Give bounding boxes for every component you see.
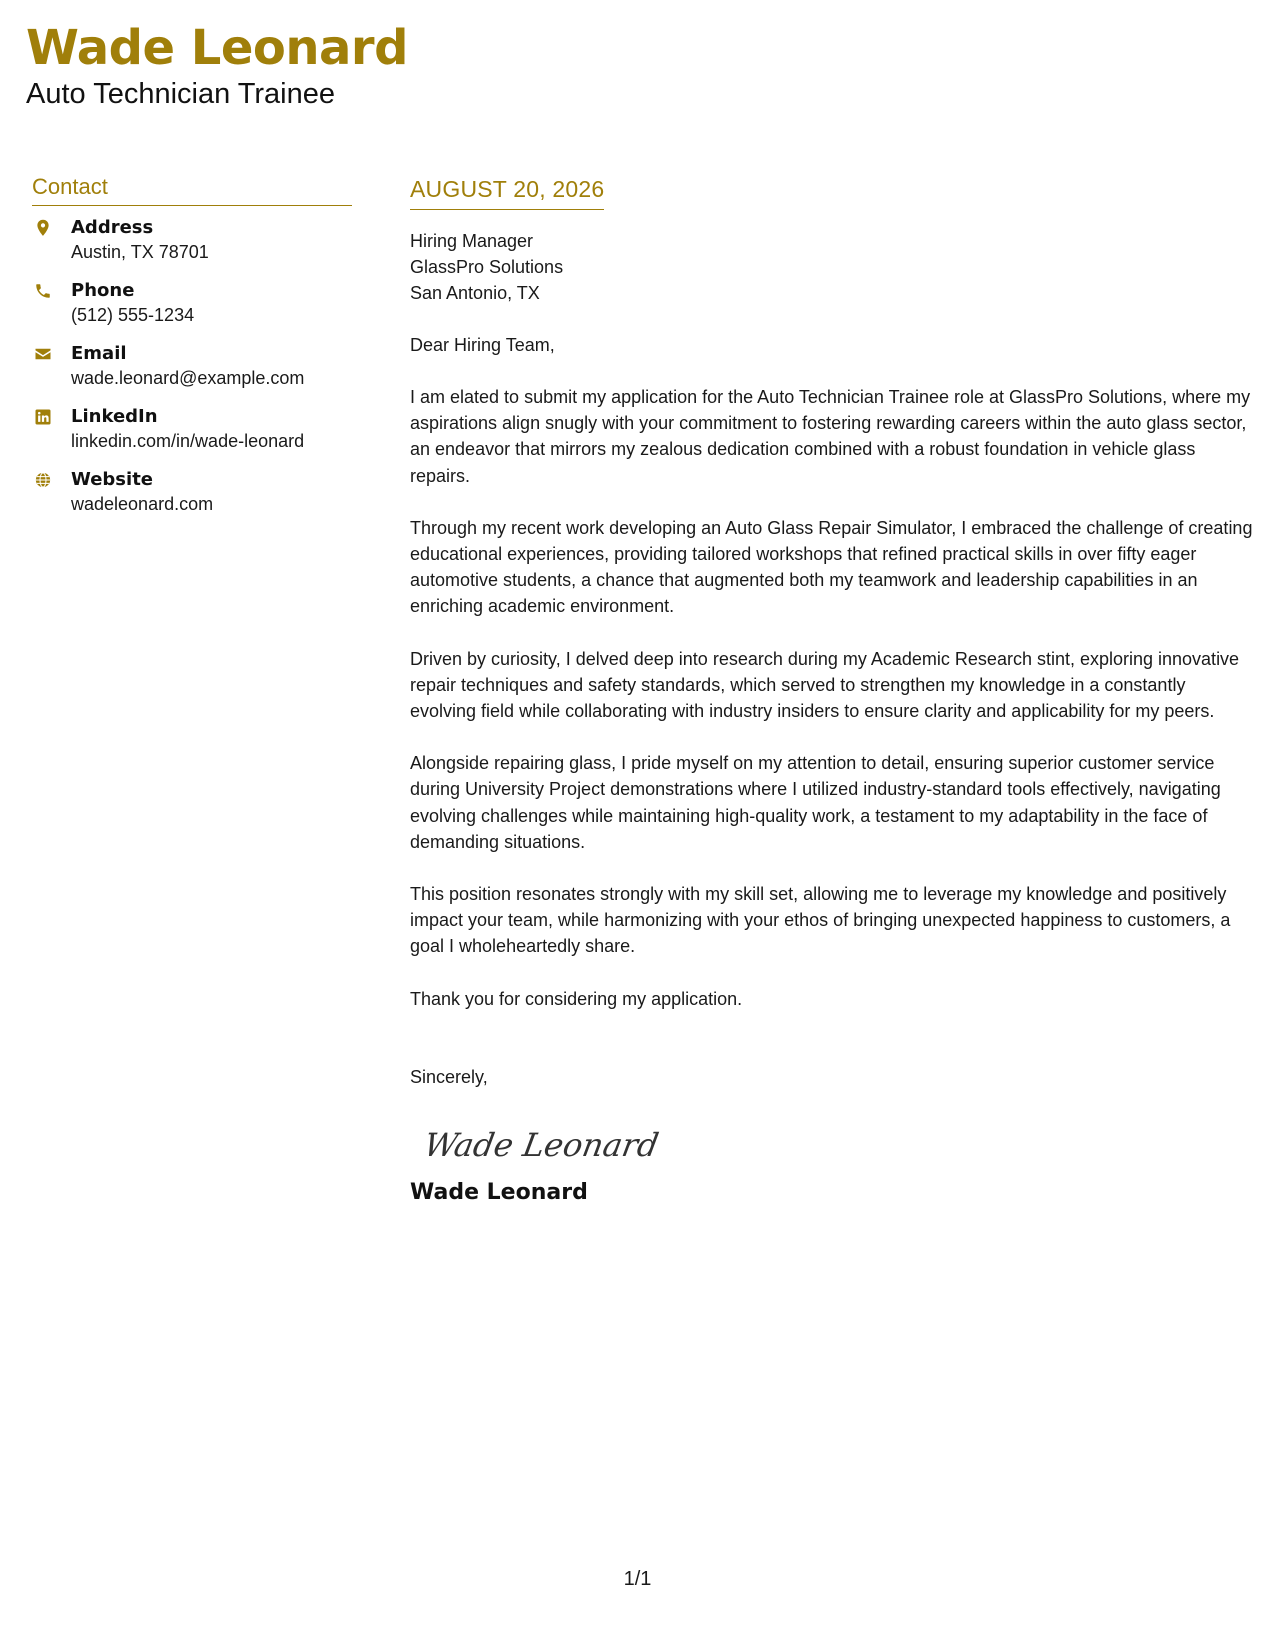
contact-label: Phone (71, 280, 135, 301)
recipient-line: GlassPro Solutions (410, 257, 564, 277)
handwritten-signature (426, 1114, 666, 1174)
map-pin-icon (34, 219, 52, 237)
contact-value: Austin, TX 78701 (71, 242, 209, 262)
contact-item-website (32, 468, 352, 531)
contact-item-address (32, 216, 352, 279)
contact-item-phone (32, 279, 352, 342)
contact-label: Address (71, 217, 154, 238)
recipient-block (410, 228, 1255, 306)
signer-name: Wade Leonard (410, 1179, 588, 1205)
letter-paragraph: Through my recent work developing an Auto Glass Repair Simulator, I embraced the challenge of creating educational experiences, providing tailored workshops that refined practical skills in over fifty eager automotive students, a chance that augmented both my teamwork and leadership capabilities in an enriching academic environment. (410, 517, 1253, 617)
linkedin-link[interactable]: linkedin.com/in/wade-leonard (71, 431, 305, 451)
contact-label: LinkedIn (71, 406, 158, 427)
closing: Sincerely, (410, 1066, 488, 1087)
linkedin-icon (34, 408, 52, 426)
letter-paragraph: This position resonates strongly with my skill set, allowing me to leverage my knowledge and positively impact your team, while harmonizing with your ethos of bringing unexpected happiness to customers, a goal I wholeheartedly share. (410, 884, 1231, 957)
letter-paragraph: Alongside repairing glass, I pride myself on my attention to detail, ensuring superior customer service during University Project demonstrations where I utilized industry-standard tools effectively, navigating evolving challenges while maintaining high-quality work, a testament to my adaptability in the face of demanding situations. (410, 753, 1221, 852)
applicant-role: Auto Technician Trainee (26, 77, 336, 110)
applicant-name: Wade Leonard (26, 20, 408, 76)
contact-item-email (32, 342, 352, 405)
letter-paragraph: I am elated to submit my application for the Auto Technician Trainee role at GlassPro Solutions, where my aspirations align snugly with your commitment to fostering rewarding careers within the auto glass sector, an endeavor that mirrors my zealous dedication combined with a robust foundation in vehicle glass repairs. (410, 387, 1251, 486)
salutation: Dear Hiring Team, (410, 335, 555, 355)
contact-item-linkedin (32, 405, 352, 468)
recipient-line: Hiring Manager (410, 231, 534, 251)
contact-label: Email (71, 343, 127, 364)
letter-paragraph: Driven by curiosity, I delved deep into research during my Academic Research stint, exploring innovative repair techniques and safety standards, which served to strengthen my knowledge in a constantly evolving field while collaborating with industry insiders to ensure clarity and applicability for my peers. (410, 648, 1240, 722)
letter-paragraph: Thank you for considering my application. (410, 988, 743, 1009)
contact-heading: Contact (32, 174, 352, 206)
globe-icon (34, 471, 52, 489)
email-link[interactable]: wade.leonard@example.com (71, 368, 305, 388)
resume-header (26, 22, 408, 112)
phone-icon (34, 282, 52, 300)
letter-date: AUGUST 20, 2026 (410, 176, 604, 210)
envelope-icon (34, 345, 52, 363)
recipient-line: San Antonio, TX (410, 283, 540, 303)
contact-sidebar (32, 174, 352, 531)
contact-value: (512) 555-1234 (71, 305, 195, 325)
page-number: 1/1 (623, 1568, 652, 1590)
website-link[interactable]: wadeleonard.com (71, 494, 214, 514)
contact-label: Website (71, 469, 154, 490)
signature-script: Wade Leonard (426, 1126, 662, 1164)
letter-body (410, 176, 1255, 1205)
